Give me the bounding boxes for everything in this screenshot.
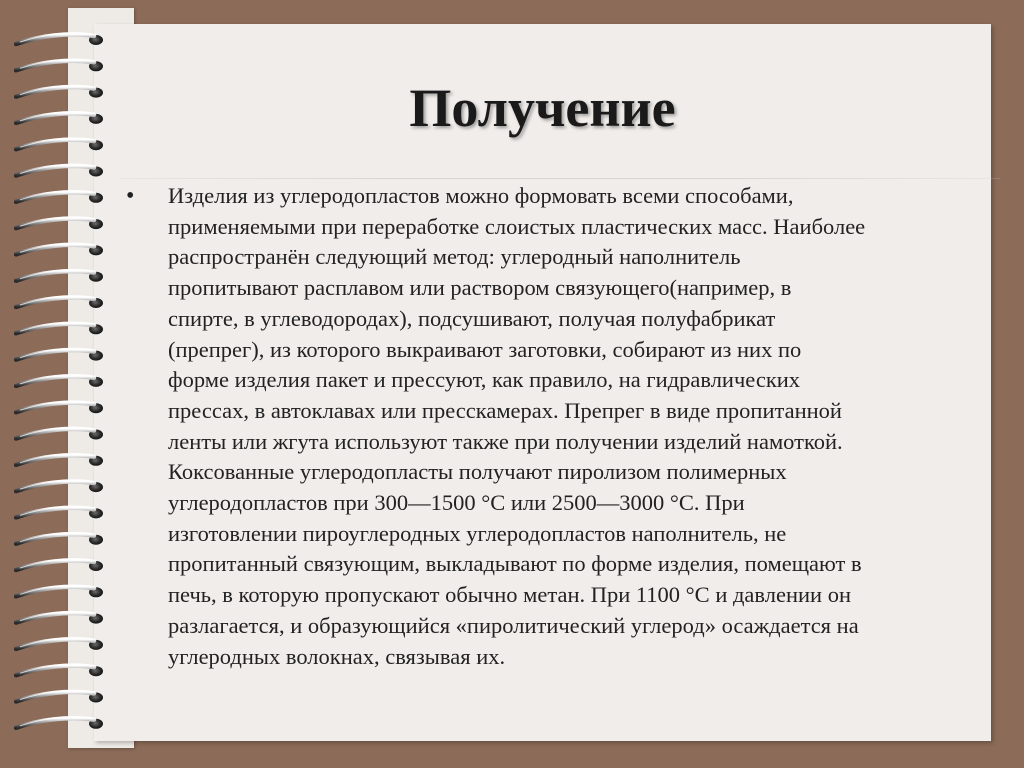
- binding-ring: [16, 586, 103, 598]
- body-paragraph: Изделия из углеродопластов можно формовать всеми способами, применяемыми при переработке слоистых пластических масс. Наиболее распространён следующий метод: углеродный наполнитель пропитывают расплавом или раствором связующего(например, в спирте, в углеводородах), подсушивают, получая полуфабрикат (препрег), из которого выкраивают заготовки, собирают из них по форме изделия пакет и прессуют, как правило, на гидравлических прессах, в автоклавах или пресскамерах. Препрег в виде пропитанной ленты или жгута используют также при получении изделий намоткой. Коксованные углеродопласты получают пиролизом полимерных углеродопластов при 300—1500 °С или 2500—3000 °С. При изготовлении пироуглеродных углеродопластов наполнитель, не пропитанный связующим, выкладывают по форме изделия, помещают в печь, в которую пропускают обычно метан. При 1100 °С и давлении он разлагается, и образующийся «пиролитический углерод» осаждается на углеродных волокнах, связывая их.: [168, 183, 866, 669]
- binding-ring: [16, 191, 103, 203]
- binding-ring: [16, 270, 103, 282]
- title-divider: [120, 178, 1000, 179]
- binding-ring: [16, 665, 103, 677]
- bullet-marker: •: [126, 183, 135, 209]
- binding-ring: [16, 428, 103, 440]
- binding-ring: [16, 559, 103, 571]
- binding-ring: [16, 139, 103, 151]
- binding-ring: [16, 507, 103, 519]
- binding-ring: [16, 533, 103, 545]
- binding-ring: [16, 218, 103, 230]
- binding-ring: [16, 638, 103, 650]
- binding-ring: [16, 717, 103, 729]
- binding-ring: [16, 112, 103, 124]
- binding-ring: [16, 349, 103, 361]
- binding-ring: [16, 481, 103, 493]
- binding-ring: [16, 60, 103, 72]
- slide-title: Получение: [409, 78, 676, 138]
- binding-ring: [16, 244, 103, 256]
- binding-ring: [16, 375, 103, 387]
- binding-ring: [16, 402, 103, 414]
- binding-ring: [16, 691, 103, 703]
- binding-ring: [16, 612, 103, 624]
- binding-ring: [16, 33, 103, 45]
- binding-ring: [16, 454, 103, 466]
- binding-ring: [16, 296, 103, 308]
- binding-ring: [16, 165, 103, 177]
- binding-ring: [16, 86, 103, 98]
- binding-ring: [16, 323, 103, 335]
